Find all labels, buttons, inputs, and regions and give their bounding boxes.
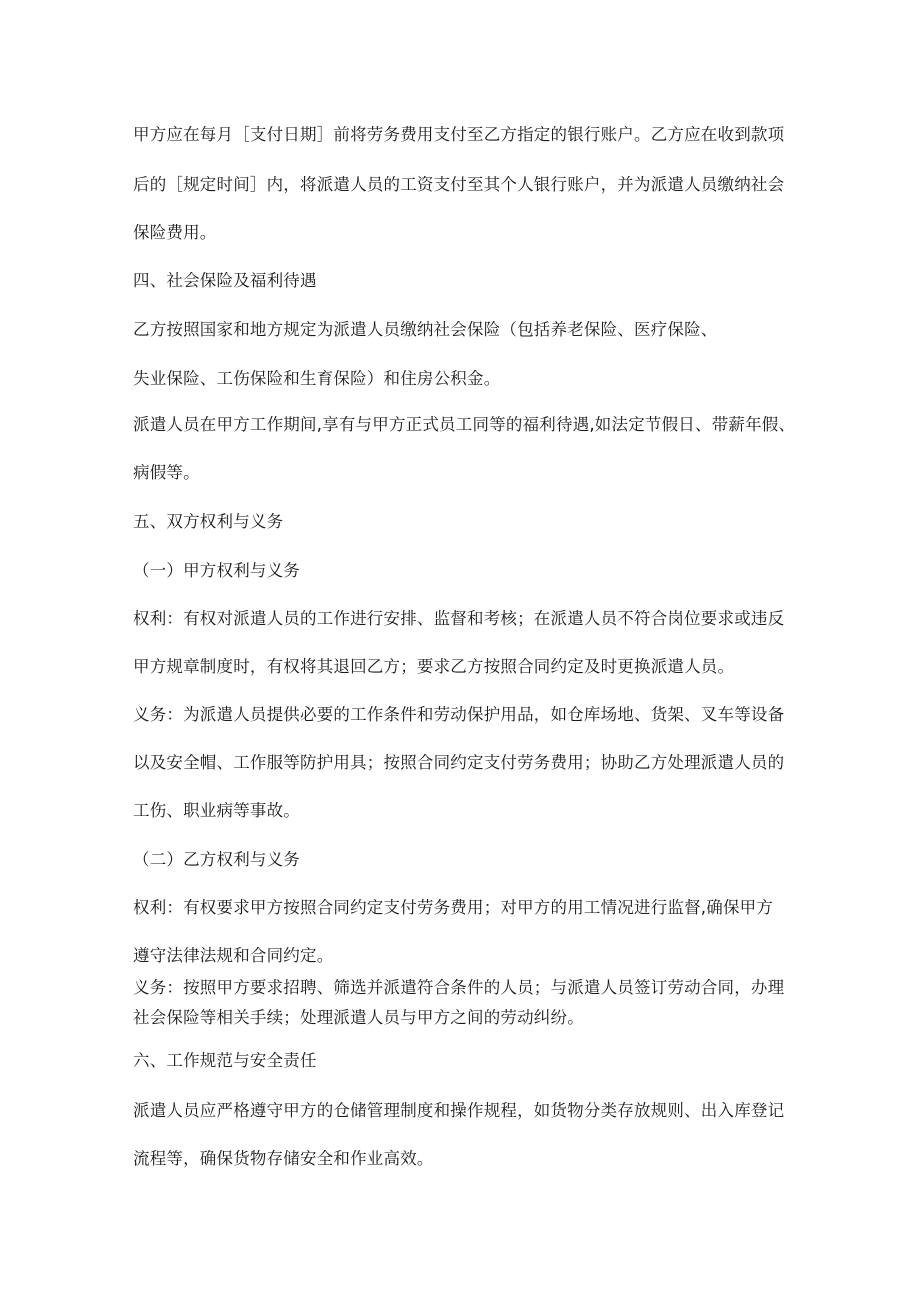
- section-heading: 四、社会保险及福利待遇: [133, 271, 317, 290]
- text-line: 甲方应在每月［支付日期］前将劳务费用支付至乙方指定的银行账户。乙方应在收到款项: [133, 125, 785, 144]
- text-line: 权利：有权要求甲方按照合同约定支付劳务费用；对甲方的用工情况进行监督,确保甲方: [133, 898, 774, 917]
- text-line: 义务：为派遣人员提供必要的工作条件和劳动保护用品，如仓库场地、货架、叉车等设备: [133, 705, 785, 724]
- section-heading: 六、工作规范与安全责任: [133, 1051, 317, 1070]
- text-line: 失业保险、工伤保险和生育保险）和住房公积金。: [133, 369, 501, 388]
- subsection-heading: （二）乙方权利与义务: [133, 850, 300, 869]
- text-line: 保险费用。: [133, 223, 217, 242]
- subsection-heading: （一）甲方权利与义务: [133, 561, 300, 580]
- text-line: 义务：按照甲方要求招聘、筛选并派遣符合条件的人员；与派遣人员签订劳动合同，办理: [133, 978, 785, 997]
- text-line: 后的［规定时间］内，将派遣人员的工资支付至其个人银行账户，并为派遣人员缴纳社会: [133, 175, 785, 194]
- section-heading: 五、双方权利与义务: [133, 512, 284, 531]
- text-line: 乙方按照国家和地方规定为派遣人员缴纳社会保险（包括养老保险、医疗保险、: [133, 320, 718, 339]
- text-line: 派遣人员应严格遵守甲方的仓储管理制度和操作规程，如货物分类存放规则、出入库登记: [133, 1101, 785, 1120]
- text-line: 工伤、职业病等事故。: [133, 801, 300, 820]
- text-line: 派遣人员在甲方工作期间,享有与甲方正式员工同等的福利待遇,如法定节假日、带薪年假、: [133, 415, 796, 434]
- text-line: 病假等。: [133, 463, 200, 482]
- text-line: 社会保险等相关手续；处理派遣人员与甲方之间的劳动纠纷。: [133, 1008, 584, 1027]
- text-line: 权利：有权对派遣人员的工作进行安排、监督和考核；在派遣人员不符合岗位要求或违反: [133, 609, 785, 628]
- text-line: 甲方规章制度时，有权将其退回乙方；要求乙方按照合同约定及时更换派遣人员。: [133, 657, 735, 676]
- text-line: 流程等，确保货物存储安全和作业高效。: [133, 1149, 434, 1168]
- text-line: 以及安全帽、工作服等防护用具；按照合同约定支付劳务费用；协助乙方处理派遣人员的: [133, 753, 785, 772]
- text-line: 遵守法律法规和合同约定。: [133, 946, 334, 965]
